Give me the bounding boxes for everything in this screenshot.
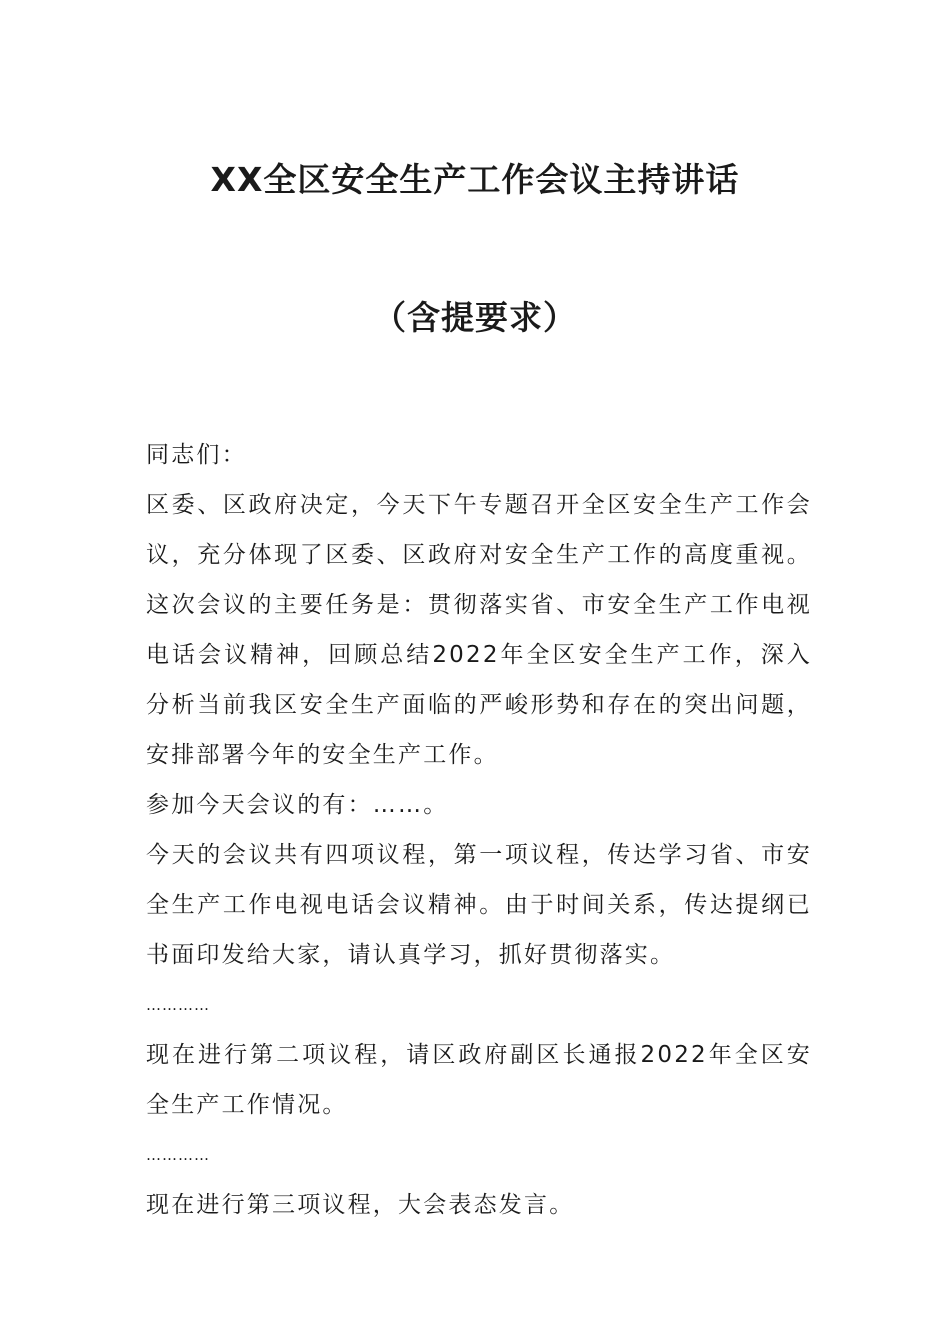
- ellipsis-2: …………: [146, 1146, 210, 1164]
- salutation: 同志们：: [146, 442, 247, 468]
- paragraph-intro: 区委、区政府决定，今天下午专题召开全区安全生产工作会议，充分体现了区委、区政府对安全生产工作的高度重视。这次会议的主要任务是：贯彻落实省、市安全生产工作电视电话会议精神，回顾总结2022年全区安全生产工作，深入分析当前我区安全生产面临的严峻形势和存在的突出问题，安排部署今年的安全生产工作。: [146, 492, 812, 768]
- document-subtitle: （含提要求）: [373, 298, 577, 337]
- document-body: [146, 430, 812, 1230]
- paragraph-attendees: 参加今天会议的有：……。: [146, 792, 449, 818]
- paragraph-agenda-1: 今天的会议共有四项议程，第一项议程，传达学习省、市安全生产工作电视电话会议精神。由于时间关系，传达提纲已书面印发给大家，请认真学习，抓好贯彻落实。: [146, 842, 812, 968]
- paragraph-agenda-3: 现在进行第三项议程，大会表态发言。: [146, 1192, 575, 1218]
- ellipsis-1: …………: [146, 996, 210, 1014]
- paragraph-agenda-2: 现在进行第二项议程，请区政府副区长通报2022年全区安全生产工作情况。: [146, 1042, 812, 1118]
- document-title: XX全区安全生产工作会议主持讲话: [210, 160, 740, 199]
